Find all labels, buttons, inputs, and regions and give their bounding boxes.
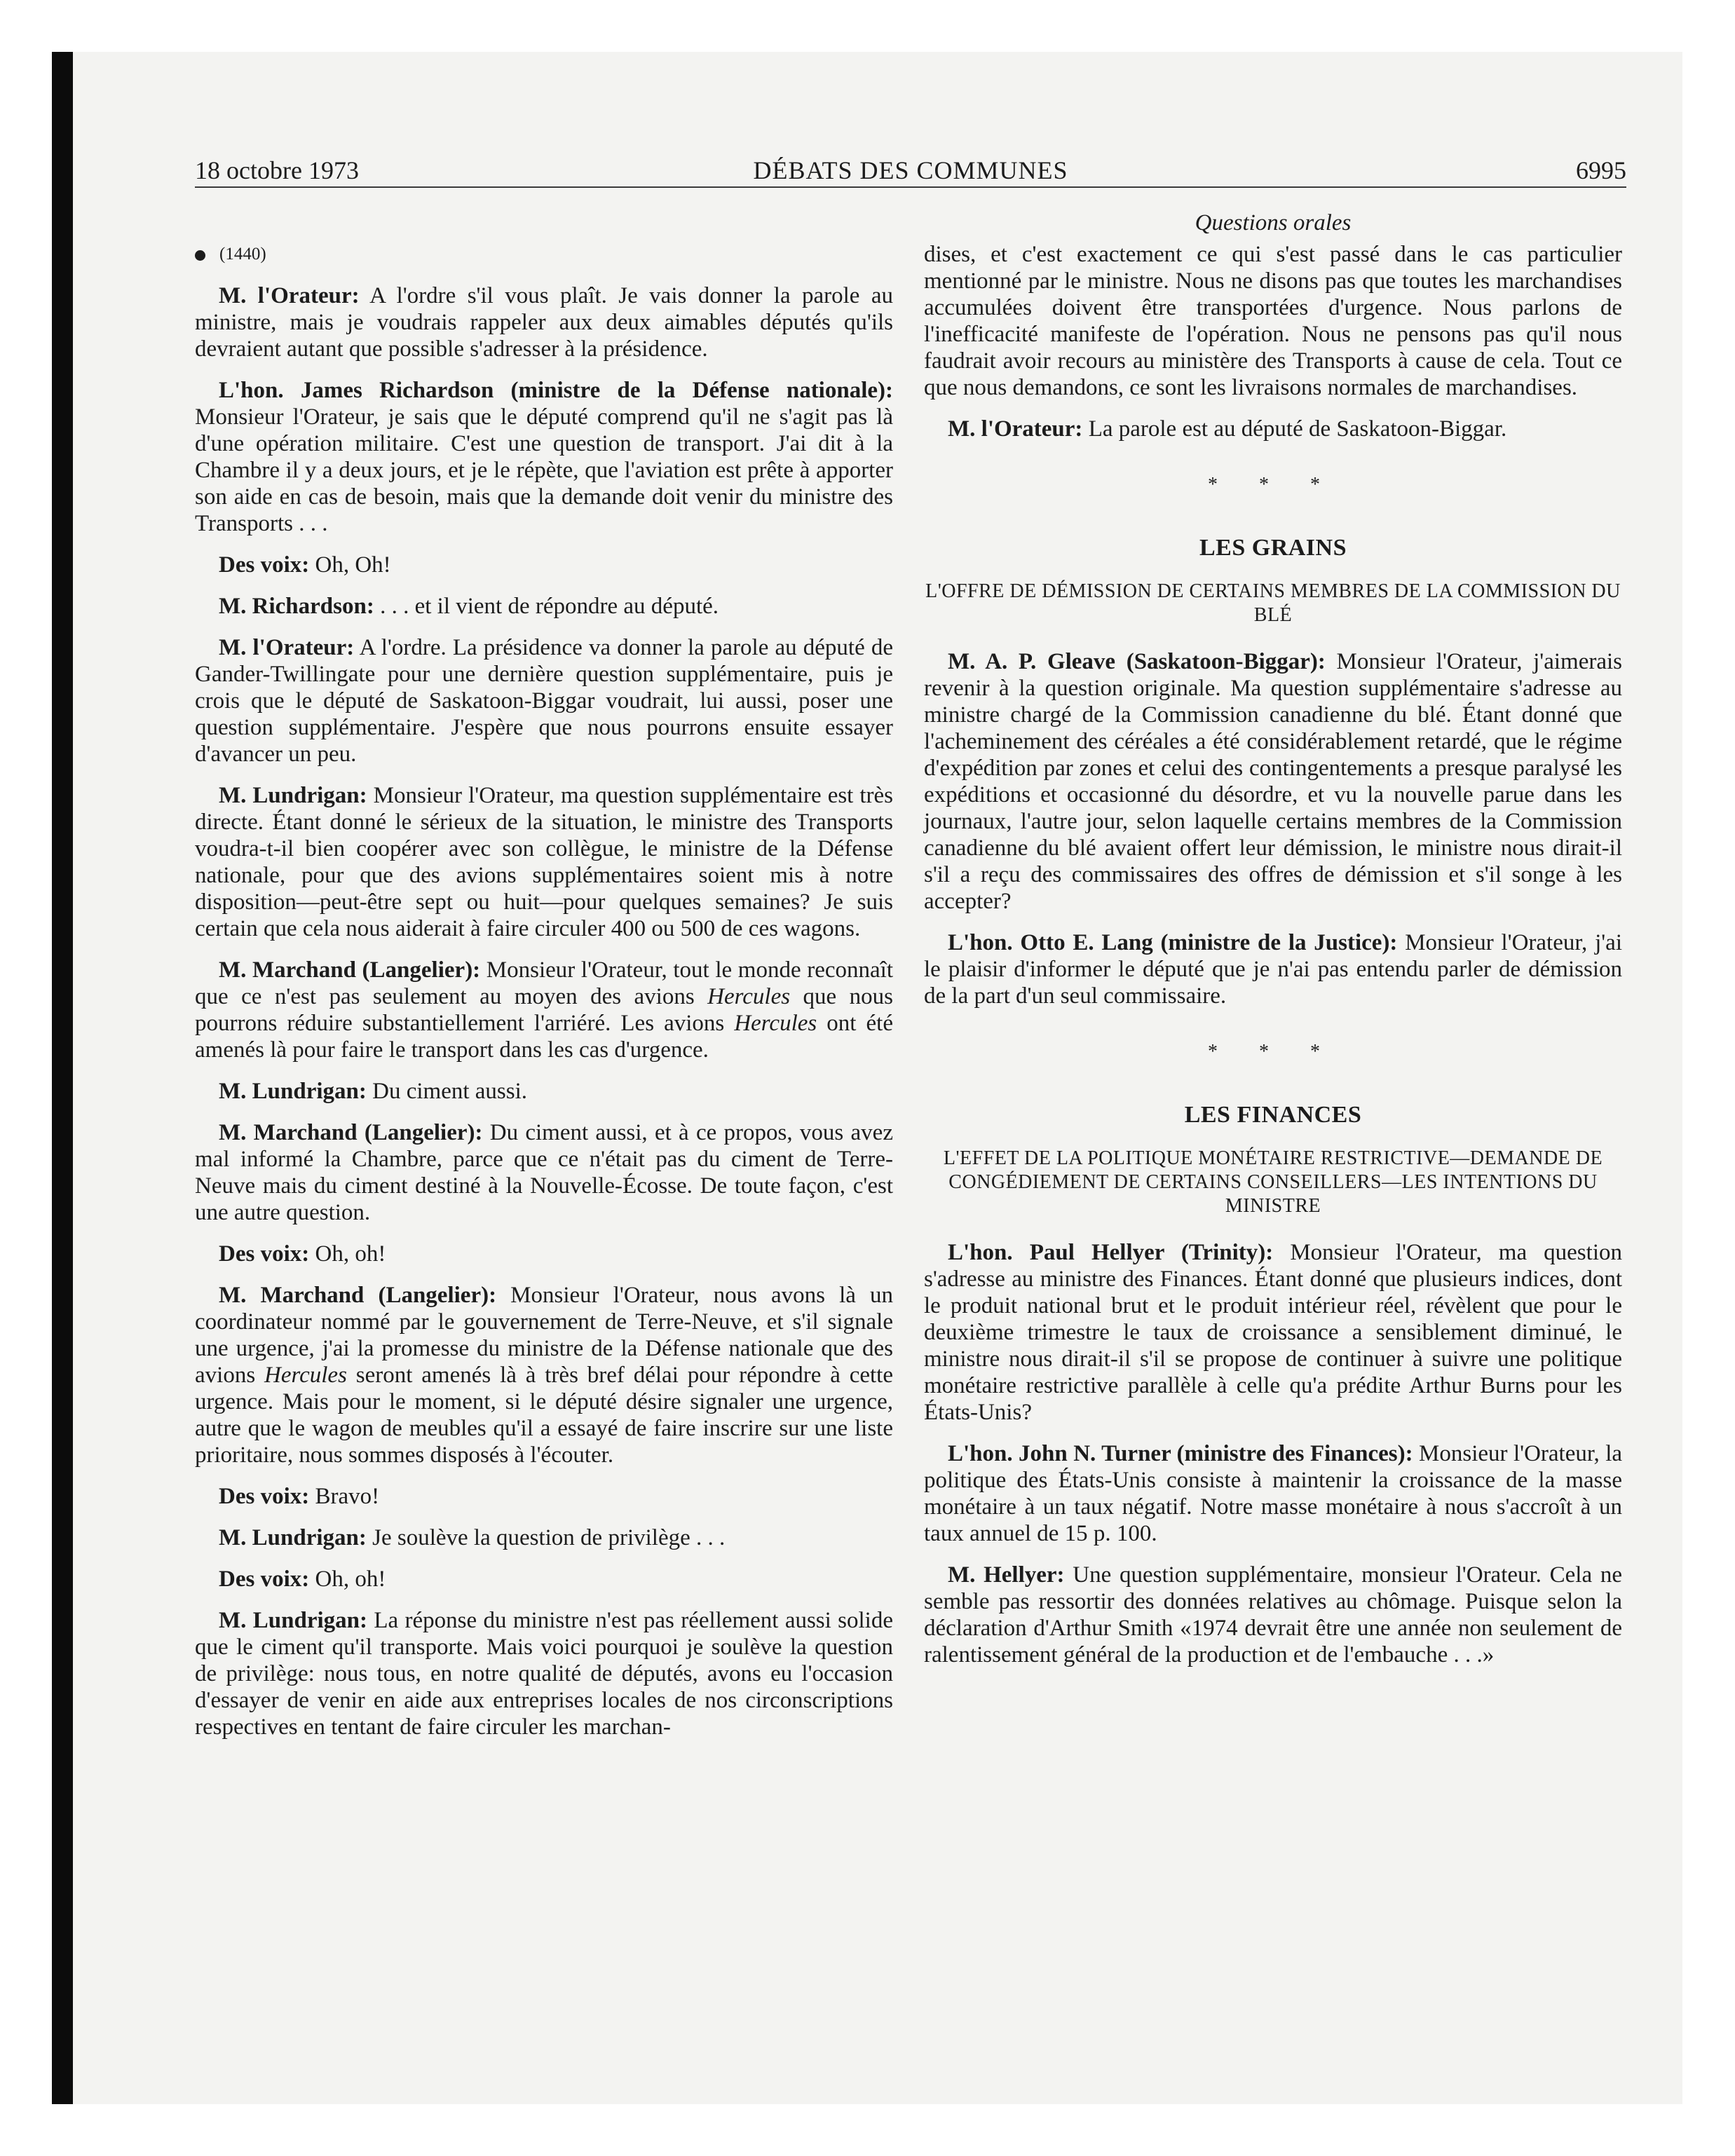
aircraft-name: Hercules <box>734 1011 817 1036</box>
speech-text: Monsieur l'Orateur, j'ai le plaisir d'informer le député que je n'ai pas entendu parler de démission de la part d'un seul commissaire. <box>924 930 1622 1009</box>
speech-text: Je soulève la question de privilège . . . <box>366 1525 726 1550</box>
speaker-name: M. Lundrigan: <box>219 1608 367 1633</box>
speech-text: A l'ordre s'il vous plaît. Je vais donner la parole au ministre, mais je voudrais rappeler aux deux aimables députés qu'ils devraient autant que possible s'adresser à la présidence. <box>195 283 893 362</box>
speech-text: Monsieur l'Orateur, la politique des États-Unis consiste à maintenir la croissance de la masse monétaire à un taux négatif. Notre masse monétaire à nous s'accroît à un taux annuel de 15 p. 100. <box>924 1441 1623 1546</box>
aircraft-name: Hercules <box>707 984 791 1009</box>
speaker-name: M. Marchand (Langelier): <box>219 957 481 983</box>
speech-text: Bravo! <box>309 1484 380 1509</box>
page-number: 6995 <box>1576 156 1626 184</box>
bullet-icon <box>195 250 205 261</box>
speech-paragraph <box>924 648 1622 915</box>
timestamp-marker <box>195 241 893 268</box>
speaker-name: M. Marchand (Langelier): <box>219 1120 483 1145</box>
speech-paragraph <box>195 1607 893 1740</box>
speech-paragraph <box>924 929 1622 1009</box>
timestamp: (1440) <box>219 245 266 264</box>
section-separator: * * * <box>1208 1041 1338 1063</box>
right-column <box>924 241 1622 1683</box>
section-subtitle: L'OFFRE DE DÉMISSION DE CERTAINS MEMBRES DE LA COMMISSION DU BLÉ <box>925 580 1621 626</box>
speech-paragraph <box>924 1239 1622 1426</box>
speech-paragraph <box>195 782 893 942</box>
speaker-name: M. Lundrigan: <box>219 1525 367 1550</box>
speaker-name: L'hon. Otto E. Lang (ministre de la Justice): <box>948 930 1398 955</box>
speech-text: Monsieur l'Orateur, tout le monde reconnaît que ce n'est pas seulement au moyen des avions <box>195 957 893 1009</box>
speech-paragraph <box>924 1562 1622 1668</box>
left-column <box>195 241 893 1755</box>
speaker-name: Des voix: <box>219 1484 310 1509</box>
speech-paragraph <box>195 552 893 578</box>
speaker-name: M. Lundrigan: <box>219 783 367 808</box>
speech-text: . . . et il vient de répondre au député. <box>374 594 719 619</box>
speech-paragraph <box>195 1483 893 1510</box>
speech-paragraph <box>195 957 893 1063</box>
speech-text: La réponse du ministre n'est pas réellement aussi solide que le ciment qu'il transporte. Mais voici pourquoi je soulève la question de privilège: nous tous, en notre qualité de députés, avons eu l'occasion d'essayer de venir en aide aux entreprises locales de nos circonscriptions respectives en tentant de faire circuler les marchan- <box>195 1608 894 1740</box>
speaker-name: M. Marchand (Langelier): <box>219 1283 497 1308</box>
speech-paragraph <box>195 1282 893 1468</box>
speech-paragraph <box>195 1566 893 1592</box>
continuation-paragraph: dises, et c'est exactement ce qui s'est passé dans le cas particulier mentionné par le ministre. Nous ne disons pas que toutes les marchandises accumulées doivent être transportées d'urgence. Nous parlons de l'inefficacité manifeste de l'opération. Nous ne pensons pas qu'il nous faudrait avoir recours au ministère des Transports à cause de cela. Tout ce que nous demandons, ce sont les livraisons normales de marchandises. <box>924 242 1622 400</box>
speaker-name: Des voix: <box>219 1567 310 1592</box>
speech-text: Monsieur l'Orateur, j'aimerais revenir à la question originale. Ma question supplémentaire s'adresse au ministre chargé de la Commission canadienne du blé. Étant donné que l'acheminement des céréales a été considérablement retardé, que le régime d'expédition par zones et celui des contingentements a presque paralysé les expéditions et occasionné du désordre, et vu la nouvelle parue dans les journaux, l'autre jour, selon laquelle certains membres de la Commission canadienne du blé avaient offert leur démission, le ministre nous dirait-il s'il a reçu des commissaires des offres de démission et s'il songe à les accepter? <box>924 649 1622 914</box>
speaker-name: L'hon. James Richardson (ministre de la Défense nationale): <box>219 378 893 403</box>
speaker-name: M. l'Orateur: <box>219 283 360 308</box>
speech-paragraph <box>924 416 1622 442</box>
scan-border <box>52 52 73 2104</box>
speaker-name: M. l'Orateur: <box>948 416 1083 442</box>
speech-text: Oh, oh! <box>309 1567 386 1592</box>
speech-text: A l'ordre. La présidence va donner la parole au député de Gander-Twillingate pour une dernière question supplémentaire, puis je crois que le député de Saskatoon-Biggar voudrait, lui aussi, poser une question supplémentaire. J'espère que nous pourrons ensuite essayer d'avancer un peu. <box>195 635 893 767</box>
speech-paragraph <box>195 282 893 362</box>
speech-paragraph <box>195 1241 893 1267</box>
speech-text: ont été amenés là pour faire le transport dans les cas d'urgence. <box>195 1011 893 1063</box>
page-header <box>195 154 1626 188</box>
speech-paragraph <box>195 593 893 620</box>
speaker-name: L'hon. John N. Turner (ministre des Finances): <box>948 1441 1413 1466</box>
speech-text: Monsieur l'Orateur, ma question supplémentaire est très directe. Étant donné le sérieux de la situation, le ministre des Transports voudra-t-il bien coopérer avec son collègue, le ministre de la Défense nationale, pour que des avions supplémentaires soient mis à notre disposition—peut-être sept ou huit—pour quelques semaines? Je suis certain que cela nous aiderait à faire circuler 400 ou 500 de ces wagons. <box>195 783 893 941</box>
speaker-name: M. Richardson: <box>219 594 374 619</box>
speech-paragraph <box>195 634 893 767</box>
running-head: Questions orales <box>1195 210 1352 236</box>
speaker-name: M. A. P. Gleave (Saskatoon-Biggar): <box>948 649 1326 674</box>
speech-text: seront amenés là à très bref délai pour répondre à cette urgence. Mais pour le moment, si le député désire signaler une urgence, autre que le wagon de meubles qu'il a essayé de faire inscrire sur une liste prioritaire, nous sommes disposés à l'écouter. <box>195 1363 893 1468</box>
speech-text: Oh, oh! <box>309 1241 386 1267</box>
speaker-name: M. Lundrigan: <box>219 1079 367 1104</box>
header-title: DÉBATS DES COMMUNES <box>753 156 1068 184</box>
speech-text: Une question supplémentaire, monsieur l'Orateur. Cela ne semble pas ressortir des données relatives au chômage. Puisque selon la déclaration d'Arthur Smith «1974 devrait être une année non seulement de ralentissement général de la production et de l'embauche . . .» <box>924 1562 1622 1667</box>
speaker-name: M. l'Orateur: <box>219 635 355 660</box>
section-title-finances: LES FINANCES <box>1184 1102 1362 1128</box>
aircraft-name: Hercules <box>264 1363 347 1388</box>
speech-paragraph <box>924 1440 1622 1547</box>
section-subtitle: L'EFFET DE LA POLITIQUE MONÉTAIRE RESTRICTIVE—DEMANDE DE CONGÉDIEMENT DE CERTAINS CONSEILLERS—LES INTENTIONS DU MINISTRE <box>943 1147 1603 1217</box>
speech-text: Du ciment aussi, et à ce propos, vous avez mal informé la Chambre, parce que ce n'était pas du ciment de Terre-Neuve mais du ciment destiné à la Nouvelle-Écosse. De toute façon, c'est une autre question. <box>195 1120 893 1225</box>
speech-text: Oh, Oh! <box>309 552 391 578</box>
speech-text: que nous pourrons réduire substantiellement l'arriéré. Les avions <box>195 984 893 1036</box>
section-separator: * * * <box>1208 474 1338 496</box>
header-date: 18 octobre 1973 <box>195 156 359 184</box>
section-title-grains: LES GRAINS <box>1199 535 1347 561</box>
speech-paragraph <box>195 1119 893 1226</box>
speech-text: Monsieur l'Orateur, ma question s'adresse au ministre des Finances. Étant donné que plusieurs indices, dont le produit national brut et le produit intérieur réel, révèlent que pour le deuxième trimestre le taux de croissance a sensiblement diminué, le ministre nous dirait-il s'il se propose de continuer à suivre une politique monétaire restrictive parallèle à celle qu'a prédite Arthur Burns pour les États-Unis? <box>924 1240 1622 1425</box>
speaker-name: L'hon. Paul Hellyer (Trinity): <box>948 1240 1274 1265</box>
speech-text: La parole est au député de Saskatoon-Biggar. <box>1082 416 1507 442</box>
speech-text: Monsieur l'Orateur, je sais que le député comprend qu'il ne s'agit pas là d'une opération militaire. C'est une question de transport. J'ai dit à la Chambre il y a deux jours, et je le répète, que l'aviation est prête à apporter son aide en cas de besoin, mais que la demande doit venir du ministre des Transports . . . <box>195 404 893 536</box>
speaker-name: M. Hellyer: <box>948 1562 1065 1588</box>
speech-paragraph <box>195 377 893 537</box>
speech-paragraph <box>195 1078 893 1105</box>
speaker-name: Des voix: <box>219 1241 310 1267</box>
speech-paragraph <box>195 1524 893 1551</box>
speech-text: Monsieur l'Orateur, nous avons là un coordinateur nommé par le gouvernement de Terre-Neuve, et s'il signale une urgence, j'ai la promesse du ministre de la Défense nationale que des avions <box>195 1283 893 1388</box>
speaker-name: Des voix: <box>219 552 310 578</box>
speech-text: Du ciment aussi. <box>366 1079 528 1104</box>
